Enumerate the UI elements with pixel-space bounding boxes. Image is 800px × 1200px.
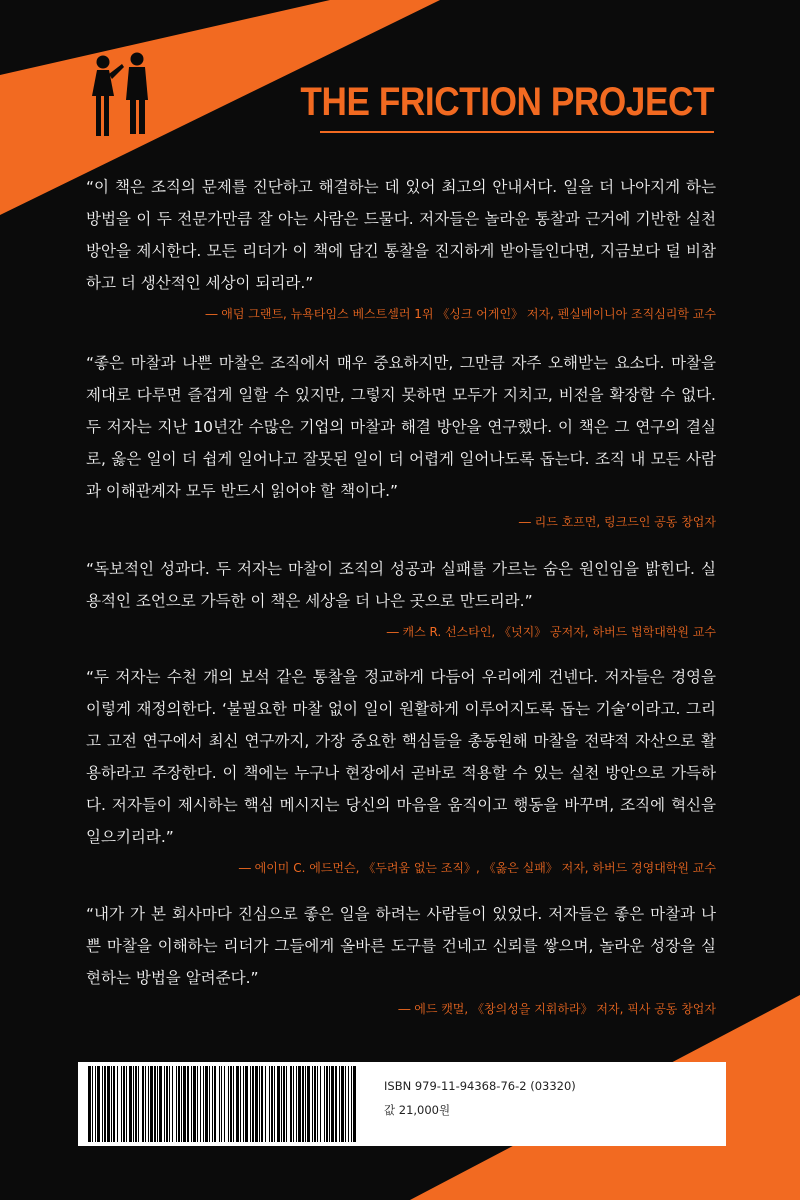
- barcode-bar: [164, 1066, 165, 1142]
- barcode-bar: [317, 1066, 318, 1142]
- barcode-bar: [102, 1066, 103, 1142]
- barcode-bar: [324, 1066, 325, 1142]
- barcode-bar: [107, 1066, 110, 1142]
- barcode-bar: [197, 1066, 198, 1142]
- barcode-bar: [298, 1066, 301, 1142]
- barcode-bar: [104, 1066, 106, 1142]
- barcode-bar: [97, 1066, 100, 1142]
- quote-attribution: ― 에드 캣멀, 《창의성을 지휘하라》 저자, 픽사 공동 창업자: [398, 1002, 716, 1016]
- barcode-bar: [240, 1066, 241, 1142]
- barcode-bar: [302, 1066, 304, 1142]
- barcode-bar: [271, 1066, 273, 1142]
- barcode-bar: [261, 1066, 263, 1142]
- barcode-bar: [245, 1066, 248, 1142]
- barcode-bar: [142, 1066, 144, 1142]
- barcode-bar: [169, 1066, 170, 1142]
- barcode-bar: [126, 1066, 127, 1142]
- barcode-bar: [145, 1066, 146, 1142]
- barcode-bar: [178, 1066, 180, 1142]
- barcode-bar: [154, 1066, 156, 1142]
- barcode-bar: [150, 1066, 153, 1142]
- barcode-bar: [286, 1066, 287, 1142]
- quote-block-3: [86, 553, 716, 641]
- barcode-bar: [193, 1066, 196, 1142]
- barcode-bar: [181, 1066, 182, 1142]
- barcode-bar: [269, 1066, 270, 1142]
- barcode-bar: [312, 1066, 313, 1142]
- quote-block-1: [86, 171, 716, 323]
- barcode-bar: [228, 1066, 229, 1142]
- barcode-bar: [219, 1066, 220, 1142]
- barcode-bar: [212, 1066, 213, 1142]
- barcode-bar: [314, 1066, 316, 1142]
- barcode-bar: [214, 1066, 216, 1142]
- barcode-bar: [296, 1066, 297, 1142]
- barcode-bar: [265, 1066, 266, 1142]
- quote-attribution: ― 리드 호프먼, 링크드인 공동 창업자: [518, 515, 716, 529]
- quote-attribution: ― 에이미 C. 에드먼슨, 《두려움 없는 조직》, 《옳은 실패》 저자, 하버드 경영대학원 교수: [238, 861, 716, 875]
- barcode-bar: [236, 1066, 239, 1142]
- barcode-bar: [221, 1066, 222, 1142]
- barcode-bar: [148, 1066, 149, 1142]
- book-title: THE FRICTION PROJECT: [300, 80, 714, 124]
- barcode-bar: [191, 1066, 192, 1142]
- barcode-bar: [123, 1066, 125, 1142]
- barcode-bar: [183, 1066, 186, 1142]
- quote-block-2: [86, 347, 716, 531]
- barcode-bar: [230, 1066, 232, 1142]
- barcode-bar: [113, 1066, 115, 1142]
- quote-text: “좋은 마찰과 나쁜 마찰은 조직에서 매우 중요하지만, 그만큼 자주 오해받는 요소다. 마찰을 제대로 다루면 즐겁게 일할 수 있지만, 그렇지 못하면 모두가 지치고, 비전을 확장할 수 없다. 두 저자는 지난 10년간 수많은 기업의 마찰과 해결 방안을 연구했다. 이 책은 그 연구의 결실로, 옳은 일이 더 쉽게 일어나고 잘못된 일이 더 어렵게 일어나도록 돕는다. 조직 내 모든 사람과 이해관계자 모두 반드시 읽어야 할 책이다.”: [86, 354, 716, 500]
- quote-attribution: ― 애덤 그랜트, 뉴욕타임스 베스트셀러 1위 《싱크 어게인》 저자, 펜실베이니아 조직심리학 교수: [205, 307, 716, 321]
- barcode-bar: [329, 1066, 330, 1142]
- price-label: 값 21,000원: [384, 1103, 451, 1117]
- barcode-bar: [243, 1066, 244, 1142]
- barcode-bar: [157, 1066, 158, 1142]
- barcode-bar: [117, 1066, 118, 1142]
- quote-text: “이 책은 조직의 문제를 진단하고 해결하는 데 있어 최고의 안내서다. 일을 더 나아지게 하는 방법을 이 두 전문가만큼 잘 아는 사람은 드물다. 저자들은 놀라운 통찰과 근거에 기반한 실천 방안을 제시한다. 모든 리더가 이 책에 담긴 통찰을 진지하게 받아들인다면, 지금보다 덜 비참하고 더 생산적인 세상이 되리라.”: [86, 178, 716, 292]
- title-underline: [320, 131, 714, 133]
- barcode-bar: [339, 1066, 340, 1142]
- barcode-bar: [353, 1066, 356, 1142]
- barcode-bar: [335, 1066, 337, 1142]
- barcode-bar: [345, 1066, 346, 1142]
- barcode-bar: [331, 1066, 334, 1142]
- quote-text: “내가 가 본 회사마다 진심으로 좋은 일을 하려는 사람들이 있었다. 저자들은 좋은 마찰과 나쁜 마찰을 이해하는 리더가 그들에게 올바른 도구를 건네고 신뢰를 쌓으며, 놀라운 성장을 실현하는 방법을 알려준다.”: [86, 905, 716, 987]
- barcode-bar: [138, 1066, 139, 1142]
- barcode-bar: [305, 1066, 306, 1142]
- barcode-bar: [250, 1066, 251, 1142]
- barcode-icon: [88, 1066, 358, 1142]
- barcode-bar: [88, 1066, 91, 1142]
- barcode-bar: [133, 1066, 134, 1142]
- barcode-bar: [205, 1066, 208, 1142]
- barcode-bar: [320, 1066, 321, 1142]
- barcode-bar: [259, 1066, 260, 1142]
- quote-block-4: [86, 661, 716, 877]
- quote-text: “독보적인 성과다. 두 저자는 마찰이 조직의 성공과 실패를 가르는 숨은 원인임을 밝힌다. 실용적인 조언으로 가득한 이 책은 세상을 더 나은 곳으로 만드리라.”: [86, 560, 716, 610]
- barcode-bar: [92, 1066, 93, 1142]
- barcode-bar: [200, 1066, 201, 1142]
- barcode-bar: [341, 1066, 344, 1142]
- barcode-bar: [159, 1066, 162, 1142]
- barcode-bar: [129, 1066, 132, 1142]
- barcode-bar: [351, 1066, 352, 1142]
- isbn-number: ISBN 979-11-94368-76-2 (03320): [384, 1079, 576, 1093]
- barcode-bar: [203, 1066, 204, 1142]
- barcode-bar: [252, 1066, 254, 1142]
- barcode-bar: [224, 1066, 225, 1142]
- barcode-bar: [277, 1066, 280, 1142]
- barcode-bar: [348, 1066, 349, 1142]
- barcode-bar: [95, 1066, 96, 1142]
- barcode-bar: [111, 1066, 112, 1142]
- barcode-bar: [176, 1066, 177, 1142]
- barcode-bar: [274, 1066, 275, 1142]
- barcode-bar: [187, 1066, 189, 1142]
- barcode-bar: [121, 1066, 122, 1142]
- barcode-bar: [233, 1066, 234, 1142]
- barcode-bar: [135, 1066, 137, 1142]
- barcode-bar: [307, 1066, 310, 1142]
- barcode-panel: [78, 1062, 726, 1146]
- quote-text: “두 저자는 수천 개의 보석 같은 통찰을 정교하게 다듬어 우리에게 건넨다. 저자들은 경영을 이렇게 재정의한다. ‘불필요한 마찰 없이 일이 원활하게 이루어지도록 돕는 기술’이라고. 그리고 고전 연구에서 최신 연구까지, 가장 중요한 핵심들을 총동원해 마찰을 전략적 자산으로 활용하라고 주장한다. 이 책에는 누구나 현장에서 곧바로 적용할 수 있는 실천 방안으로 가득하다. 저자들이 제시하는 핵심 메시지는 당신의 마음을 움직이고 행동을 바꾸며, 조직에 혁신을 일으키리라.”: [86, 668, 716, 846]
- barcode-bar: [293, 1066, 294, 1142]
- barcode-bar: [166, 1066, 168, 1142]
- barcode-bar: [283, 1066, 285, 1142]
- barcode-bar: [290, 1066, 292, 1142]
- barcode-bar: [326, 1066, 328, 1142]
- barcode-bar: [255, 1066, 258, 1142]
- quote-block-5: [86, 898, 716, 1018]
- barcode-bar: [281, 1066, 282, 1142]
- barcode-bar: [172, 1066, 173, 1142]
- barcode-bar: [209, 1066, 210, 1142]
- quote-attribution: ― 캐스 R. 선스타인, 《넛지》 공저자, 하버드 법학대학원 교수: [386, 625, 716, 639]
